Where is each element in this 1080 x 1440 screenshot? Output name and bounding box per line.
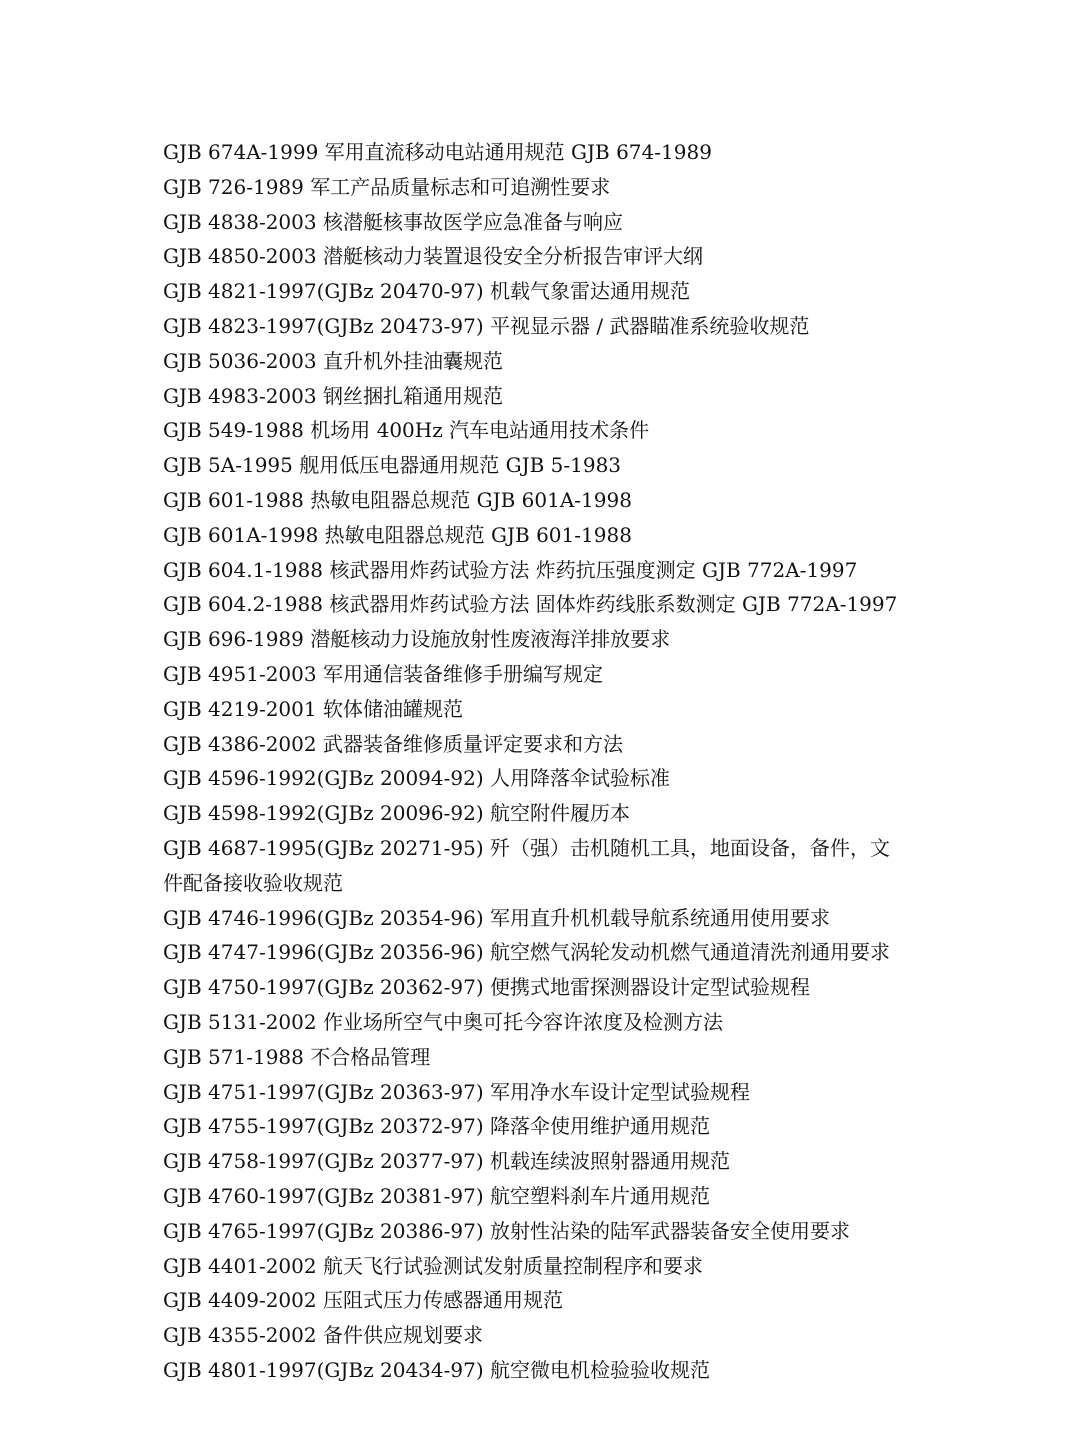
standard-line: GJB 4751-1997(GJBz 20363-97) 军用净水车设计定型试验规程	[163, 1079, 750, 1104]
standard-line: GJB 5A-1995 舰用低压电器通用规范 GJB 5-1983	[163, 453, 622, 478]
standard-line: GJB 4823-1997(GJBz 20473-97) 平视显示器 / 武器瞄准系统验收规范	[163, 313, 810, 338]
standard-line: GJB 4401-2002 航天飞行试验测试发射质量控制程序和要求	[163, 1253, 703, 1278]
standard-line: GJB 4838-2003 核潜艇核事故医学应急准备与响应	[163, 209, 623, 234]
standard-line: GJB 604.1-1988 核武器用炸药试验方法 炸药抗压强度测定 GJB 772A-1997	[163, 557, 858, 582]
standard-line: GJB 4755-1997(GJBz 20372-97) 降落伞使用维护通用规范	[163, 1114, 710, 1139]
standard-line: GJB 4765-1997(GJBz 20386-97) 放射性沾染的陆军武器装备安全使用要求	[163, 1218, 850, 1243]
standard-line: GJB 4409-2002 压阻式压力传感器通用规范	[163, 1288, 563, 1313]
standard-line: GJB 4747-1996(GJBz 20356-96) 航空燃气涡轮发动机燃气通道清洗剂通用要求	[163, 940, 890, 965]
standard-line: GJB 4219-2001 软体储油罐规范	[163, 696, 463, 721]
standard-line: GJB 601A-1998 热敏电阻器总规范 GJB 601-1988	[163, 522, 632, 547]
standard-line: GJB 4758-1997(GJBz 20377-97) 机载连续波照射器通用规范	[163, 1149, 730, 1174]
standard-line: GJB 4596-1992(GJBz 20094-92) 人用降落伞试验标准	[163, 766, 670, 791]
standard-line: GJB 601-1988 热敏电阻器总规范 GJB 601A-1998	[163, 487, 632, 512]
standard-line: GJB 4746-1996(GJBz 20354-96) 军用直升机机载导航系统通用使用要求	[163, 905, 830, 930]
standard-line: GJB 4821-1997(GJBz 20470-97) 机载气象雷达通用规范	[163, 279, 690, 304]
standard-line: GJB 726-1989 军工产品质量标志和可追溯性要求	[163, 174, 611, 199]
standards-list	[163, 135, 923, 1388]
standard-line: GJB 4760-1997(GJBz 20381-97) 航空塑料刹车片通用规范	[163, 1183, 710, 1208]
standard-line: GJB 4850-2003 潜艇核动力装置退役安全分析报告审评大纲	[163, 244, 703, 269]
standard-line: GJB 4983-2003 钢丝捆扎箱通用规范	[163, 383, 503, 408]
standard-line: GJB 4951-2003 军用通信装备维修手册编写规定	[163, 661, 603, 686]
standard-line: GJB 5036-2003 直升机外挂油囊规范	[163, 348, 503, 373]
standard-line: GJB 674A-1999 军用直流移动电站通用规范 GJB 674-1989	[163, 140, 712, 164]
standard-line: 件配备接收验收规范	[163, 870, 343, 895]
standard-line: GJB 4355-2002 备件供应规划要求	[163, 1323, 483, 1348]
standard-line: GJB 4750-1997(GJBz 20362-97) 便携式地雷探测器设计定型试验规程	[163, 975, 810, 1000]
standard-line: GJB 4598-1992(GJBz 20096-92) 航空附件履历本	[163, 801, 630, 826]
standard-line: GJB 4687-1995(GJBz 20271-95) 歼（强）击机随机工具，地面设备，备件，文	[163, 835, 890, 860]
standard-line: GJB 571-1988 不合格品管理	[163, 1044, 431, 1069]
standard-line: GJB 4801-1997(GJBz 20434-97) 航空微电机检验验收规范	[163, 1357, 710, 1382]
standard-line: GJB 5131-2002 作业场所空气中奥可托今容许浓度及检测方法	[163, 1009, 723, 1034]
standard-line: GJB 549-1988 机场用 400Hz 汽车电站通用技术条件	[163, 418, 650, 443]
standard-line: GJB 604.2-1988 核武器用炸药试验方法 固体炸药线胀系数测定 GJB 772A-1997	[163, 592, 898, 617]
standard-line: GJB 4386-2002 武器装备维修质量评定要求和方法	[163, 731, 623, 756]
standard-line: GJB 696-1989 潜艇核动力设施放射性废液海洋排放要求	[163, 627, 671, 652]
